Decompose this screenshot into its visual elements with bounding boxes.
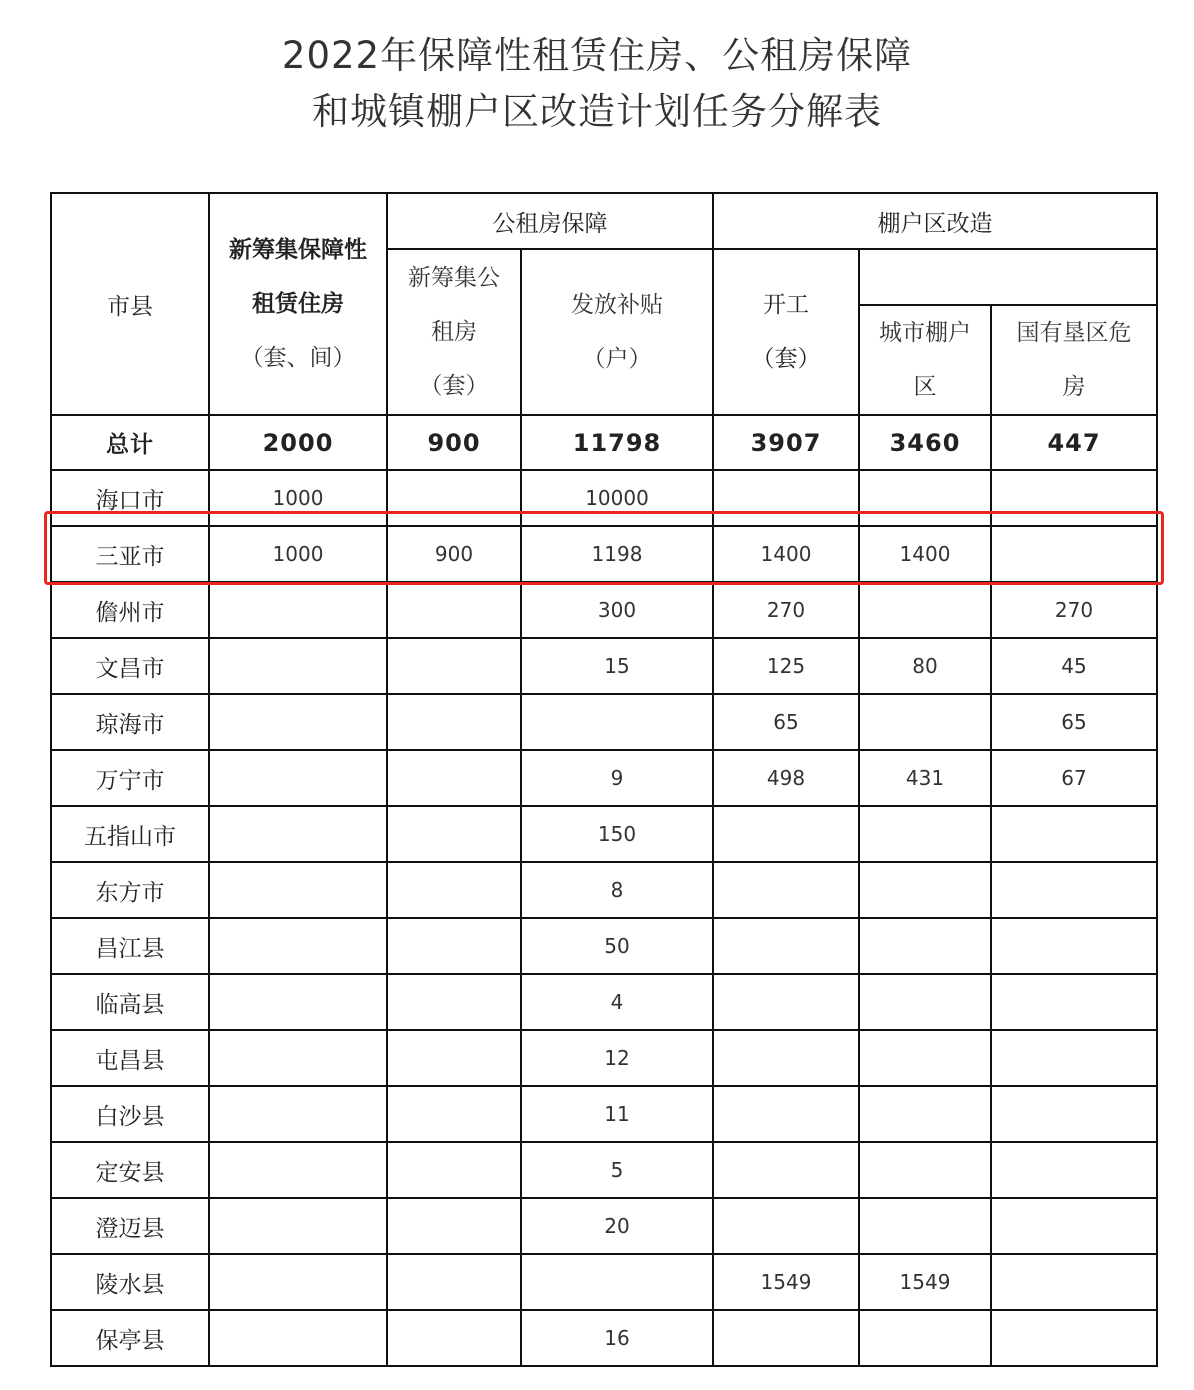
table-row (51, 750, 1157, 806)
cell-subsidy: 5 (521, 1142, 713, 1198)
table-row (51, 1086, 1157, 1142)
header-start-construction (713, 249, 859, 415)
cell-rental-housing (209, 974, 387, 1030)
cell-subsidy: 20 (521, 1198, 713, 1254)
cell-rental-housing (209, 862, 387, 918)
table-row (51, 1198, 1157, 1254)
table-row (51, 1310, 1157, 1366)
cell-state-farm: 65 (991, 694, 1157, 750)
total-rental-housing: 2000 (209, 415, 387, 470)
cell-start: 1549 (713, 1254, 859, 1310)
cell-city-shanty (859, 582, 991, 638)
header-new-public-rental (387, 249, 521, 415)
table-row (51, 918, 1157, 974)
cell-new-public (387, 1030, 521, 1086)
cell-state-farm (991, 526, 1157, 582)
cell-city-shanty (859, 1142, 991, 1198)
title-line-2: 和城镇棚户区改造计划任务分解表 (312, 90, 882, 133)
cell-new-public (387, 974, 521, 1030)
total-label: 总计 (51, 415, 209, 470)
cell-county-name: 保亭县 (51, 1310, 209, 1366)
cell-state-farm (991, 806, 1157, 862)
cell-state-farm (991, 1198, 1157, 1254)
cell-rental-housing: 1000 (209, 526, 387, 582)
cell-subsidy: 8 (521, 862, 713, 918)
cell-city-shanty (859, 974, 991, 1030)
cell-rental-housing (209, 806, 387, 862)
total-city-shanty: 3460 (859, 415, 991, 470)
cell-rental-housing (209, 750, 387, 806)
cell-state-farm (991, 974, 1157, 1030)
table-row (51, 582, 1157, 638)
cell-new-public (387, 582, 521, 638)
cell-start: 498 (713, 750, 859, 806)
cell-rental-housing (209, 638, 387, 694)
cell-state-farm (991, 918, 1157, 974)
cell-state-farm: 45 (991, 638, 1157, 694)
cell-state-farm (991, 1142, 1157, 1198)
cell-new-public (387, 1310, 521, 1366)
cell-county-name: 定安县 (51, 1142, 209, 1198)
table-row (51, 638, 1157, 694)
header-state-farm-line1: 国有垦区危 (1016, 320, 1132, 346)
cell-city-shanty (859, 918, 991, 974)
cell-county-name: 海口市 (51, 470, 209, 526)
cell-subsidy: 150 (521, 806, 713, 862)
cell-rental-housing (209, 582, 387, 638)
cell-county-name: 昌江县 (51, 918, 209, 974)
cell-city-shanty: 431 (859, 750, 991, 806)
cell-county-name: 澄迈县 (51, 1198, 209, 1254)
table-row (51, 1254, 1157, 1310)
cell-state-farm: 67 (991, 750, 1157, 806)
cell-rental-housing: 1000 (209, 470, 387, 526)
cell-city-shanty (859, 1198, 991, 1254)
cell-county-name: 临高县 (51, 974, 209, 1030)
cell-city-shanty (859, 862, 991, 918)
cell-new-public (387, 918, 521, 974)
cell-new-public (387, 750, 521, 806)
cell-start (713, 1142, 859, 1198)
header-subsidy (521, 249, 713, 415)
task-breakdown-table (50, 192, 1158, 1367)
header-subsidy-line1: 发放补贴 (571, 292, 663, 318)
cell-start: 1400 (713, 526, 859, 582)
cell-county-name: 万宁市 (51, 750, 209, 806)
cell-new-public (387, 862, 521, 918)
table-row (51, 974, 1157, 1030)
cell-city-shanty: 80 (859, 638, 991, 694)
header-public-rental-group: 公租房保障 (387, 193, 713, 249)
cell-subsidy: 9 (521, 750, 713, 806)
table-row (51, 862, 1157, 918)
cell-state-farm (991, 862, 1157, 918)
cell-start: 65 (713, 694, 859, 750)
cell-state-farm (991, 1030, 1157, 1086)
cell-county-name: 陵水县 (51, 1254, 209, 1310)
cell-start (713, 918, 859, 974)
cell-county-name: 三亚市 (51, 526, 209, 582)
cell-subsidy: 300 (521, 582, 713, 638)
cell-city-shanty (859, 694, 991, 750)
cell-county-name: 儋州市 (51, 582, 209, 638)
cell-subsidy (521, 694, 713, 750)
cell-rental-housing (209, 1030, 387, 1086)
cell-start (713, 470, 859, 526)
header-rental-housing-unit: （套、间） (240, 345, 356, 371)
table-row (51, 694, 1157, 750)
cell-state-farm (991, 1310, 1157, 1366)
table-row (51, 1142, 1157, 1198)
header-new-public-line2: 租房 (431, 319, 477, 345)
table-row-total (51, 415, 1157, 470)
header-state-farm (991, 305, 1157, 415)
header-rental-housing (209, 193, 387, 415)
header-new-public-unit: （套） (419, 373, 489, 399)
cell-rental-housing (209, 694, 387, 750)
cell-start (713, 974, 859, 1030)
header-subsidy-unit: （户） (582, 346, 652, 372)
cell-state-farm (991, 1254, 1157, 1310)
cell-subsidy: 10000 (521, 470, 713, 526)
cell-rental-housing (209, 1086, 387, 1142)
cell-start (713, 1198, 859, 1254)
cell-city-shanty (859, 1086, 991, 1142)
cell-city-shanty: 1400 (859, 526, 991, 582)
cell-new-public (387, 1254, 521, 1310)
cell-rental-housing (209, 1254, 387, 1310)
cell-new-public (387, 638, 521, 694)
header-shantytown-group: 棚户区改造 (713, 193, 1157, 249)
cell-state-farm (991, 1086, 1157, 1142)
table-row (51, 470, 1157, 526)
cell-new-public (387, 1198, 521, 1254)
cell-rental-housing (209, 1142, 387, 1198)
table-row (51, 806, 1157, 862)
cell-state-farm: 270 (991, 582, 1157, 638)
header-city-shanty-line2: 区 (913, 374, 937, 400)
cell-start (713, 1030, 859, 1086)
cell-county-name: 五指山市 (51, 806, 209, 862)
cell-county-name: 文昌市 (51, 638, 209, 694)
cell-county-name: 东方市 (51, 862, 209, 918)
cell-city-shanty (859, 470, 991, 526)
table-row (51, 1030, 1157, 1086)
cell-new-public (387, 806, 521, 862)
cell-city-shanty: 1549 (859, 1254, 991, 1310)
cell-subsidy: 1198 (521, 526, 713, 582)
header-new-public-line1: 新筹集公 (408, 265, 500, 291)
cell-new-public (387, 470, 521, 526)
cell-new-public (387, 1142, 521, 1198)
header-city-shanty (859, 305, 991, 415)
cell-start (713, 806, 859, 862)
cell-subsidy: 15 (521, 638, 713, 694)
header-state-farm-line2: 房 (1062, 374, 1086, 400)
cell-subsidy: 16 (521, 1310, 713, 1366)
total-new-public: 900 (387, 415, 521, 470)
header-rental-housing-line2: 租赁住房 (252, 291, 344, 317)
cell-city-shanty (859, 806, 991, 862)
cell-start: 270 (713, 582, 859, 638)
table-row (51, 526, 1157, 582)
cell-start (713, 862, 859, 918)
document-title (0, 28, 1194, 140)
cell-subsidy: 50 (521, 918, 713, 974)
cell-start (713, 1310, 859, 1366)
header-city-shanty-line1: 城市棚户 (879, 320, 971, 346)
cell-subsidy (521, 1254, 713, 1310)
header-county: 市县 (51, 193, 209, 415)
cell-new-public (387, 1086, 521, 1142)
header-shantytown-blank (859, 249, 1157, 305)
cell-city-shanty (859, 1310, 991, 1366)
cell-rental-housing (209, 1198, 387, 1254)
cell-county-name: 屯昌县 (51, 1030, 209, 1086)
cell-start (713, 1086, 859, 1142)
cell-county-name: 白沙县 (51, 1086, 209, 1142)
cell-county-name: 琼海市 (51, 694, 209, 750)
header-start-unit: （套） (751, 346, 821, 372)
total-start: 3907 (713, 415, 859, 470)
total-state-farm: 447 (991, 415, 1157, 470)
cell-rental-housing (209, 918, 387, 974)
cell-new-public (387, 694, 521, 750)
total-subsidy: 11798 (521, 415, 713, 470)
title-line-1: 2022年保障性租赁住房、公租房保障 (281, 34, 913, 77)
cell-subsidy: 4 (521, 974, 713, 1030)
header-start-line1: 开工 (763, 292, 809, 318)
cell-new-public: 900 (387, 526, 521, 582)
cell-city-shanty (859, 1030, 991, 1086)
cell-rental-housing (209, 1310, 387, 1366)
header-rental-housing-line1: 新筹集保障性 (229, 237, 367, 263)
cell-state-farm (991, 470, 1157, 526)
cell-start: 125 (713, 638, 859, 694)
cell-subsidy: 12 (521, 1030, 713, 1086)
cell-subsidy: 11 (521, 1086, 713, 1142)
